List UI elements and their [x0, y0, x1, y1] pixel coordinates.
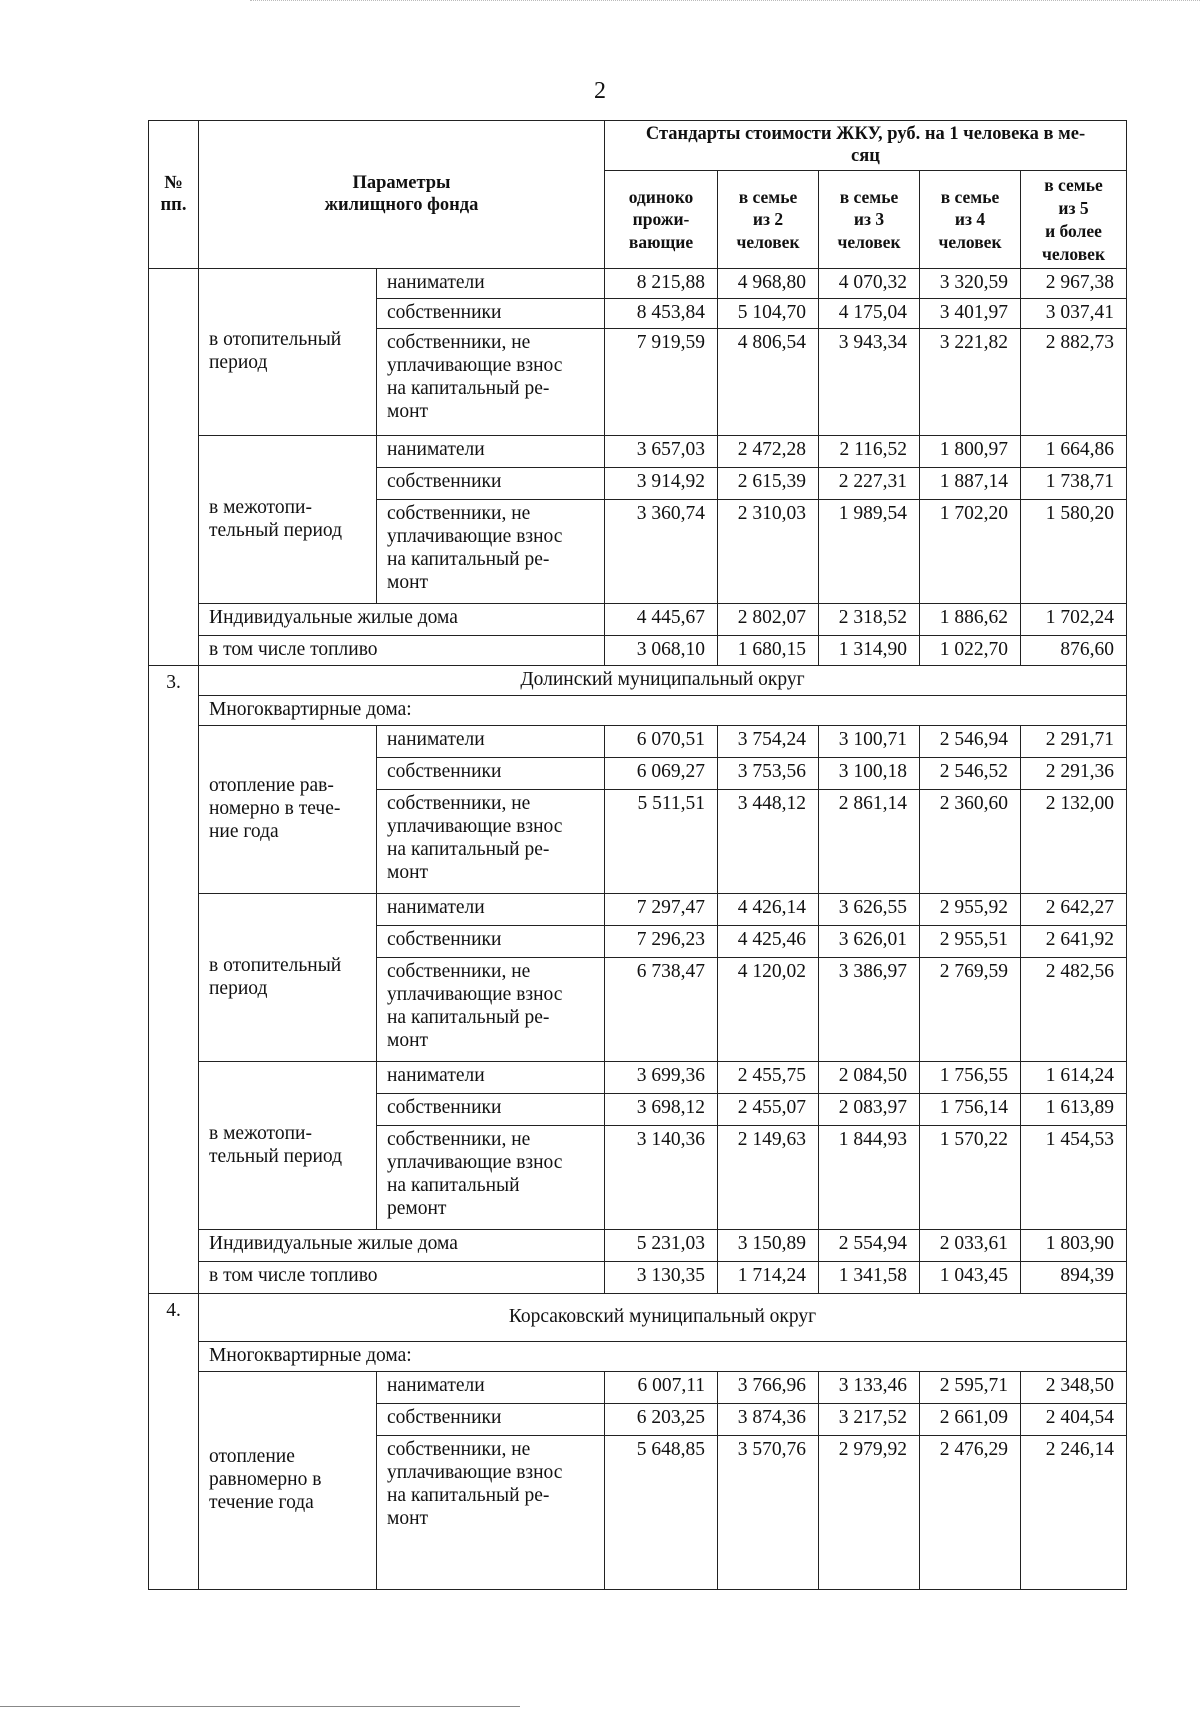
apartments-label: Многоквартирные дома: [199, 1342, 1127, 1372]
value-cell: 1 886,62 [920, 604, 1021, 636]
section-title-row [149, 1294, 1127, 1342]
section-title-row [149, 666, 1127, 696]
value-cell: 2 882,73 [1021, 329, 1127, 436]
value-cell: 2 360,60 [920, 790, 1021, 894]
value-cell: 2 595,71 [920, 1372, 1021, 1404]
value-cell: 3 448,12 [718, 790, 819, 894]
apartments-label: Многоквартирные дома: [199, 696, 1127, 726]
header-standards: Стандарты стоимости ЖКУ, руб. на 1 человека в ме- сяц [605, 121, 1127, 171]
header-row-1 [149, 121, 1127, 171]
value-cell: 1 702,20 [920, 500, 1021, 604]
row-group-label: отопление рав- номерно в тече- ние года [199, 726, 377, 894]
value-cell: 3 320,59 [920, 269, 1021, 299]
value-cell: 2 769,59 [920, 958, 1021, 1062]
value-cell: 3 754,24 [718, 726, 819, 758]
row-label: собственники, не уплачивающие взнос на капитальный ре- монт [377, 329, 605, 436]
value-cell: 2 955,92 [920, 894, 1021, 926]
value-cell: 3 221,82 [920, 329, 1021, 436]
value-cell: 7 919,59 [605, 329, 718, 436]
value-cell: 3 570,76 [718, 1436, 819, 1590]
row-group-label: в отопительный период [199, 269, 377, 436]
value-cell: 876,60 [1021, 636, 1127, 666]
value-cell: 7 296,23 [605, 926, 718, 958]
header-col-family-3: в семье из 3 человек [819, 171, 920, 269]
row-label: собственники [377, 1094, 605, 1126]
value-cell: 3 766,96 [718, 1372, 819, 1404]
value-cell: 1 664,86 [1021, 436, 1127, 468]
value-cell: 2 310,03 [718, 500, 819, 604]
row-number-cell [149, 269, 199, 666]
row-group-label: в межотопи- тельный период [199, 1062, 377, 1230]
value-cell: 2 348,50 [1021, 1372, 1127, 1404]
value-cell: 1 738,71 [1021, 468, 1127, 500]
value-cell: 3 360,74 [605, 500, 718, 604]
value-cell: 1 614,24 [1021, 1062, 1127, 1094]
value-cell: 3 133,46 [819, 1372, 920, 1404]
table-row [149, 726, 1127, 758]
table-row [149, 1062, 1127, 1094]
value-cell: 2 404,54 [1021, 1404, 1127, 1436]
value-cell: 6 738,47 [605, 958, 718, 1062]
value-cell: 6 070,51 [605, 726, 718, 758]
value-cell: 2 472,28 [718, 436, 819, 468]
value-cell: 2 291,71 [1021, 726, 1127, 758]
value-cell: 3 037,41 [1021, 299, 1127, 329]
value-cell: 2 455,07 [718, 1094, 819, 1126]
row-label: Индивидуальные жилые дома [199, 1230, 605, 1262]
row-label: наниматели [377, 269, 605, 299]
row-label: наниматели [377, 436, 605, 468]
value-cell: 3 753,56 [718, 758, 819, 790]
value-cell: 2 482,56 [1021, 958, 1127, 1062]
value-cell: 2 979,92 [819, 1436, 920, 1590]
housing-cost-standards-table [148, 120, 1127, 1590]
row-label: собственники, не уплачивающие взнос на капитальный ре- монт [377, 958, 605, 1062]
value-cell: 2 455,75 [718, 1062, 819, 1094]
value-cell: 1 756,55 [920, 1062, 1021, 1094]
value-cell: 3 914,92 [605, 468, 718, 500]
header-col-single: одиноко прожи- вающие [605, 171, 718, 269]
row-group-label: в отопительный период [199, 894, 377, 1062]
row-label: наниматели [377, 894, 605, 926]
value-cell: 2 802,07 [718, 604, 819, 636]
value-cell: 2 955,51 [920, 926, 1021, 958]
value-cell: 4 425,46 [718, 926, 819, 958]
value-cell: 2 641,92 [1021, 926, 1127, 958]
table-row [149, 894, 1127, 926]
value-cell: 2 642,27 [1021, 894, 1127, 926]
value-cell: 6 007,11 [605, 1372, 718, 1404]
table-row [149, 696, 1127, 726]
value-cell: 2 246,14 [1021, 1436, 1127, 1590]
top-scan-rule [250, 0, 1200, 1]
table-row [149, 269, 1127, 299]
value-cell: 4 175,04 [819, 299, 920, 329]
value-cell: 2 033,61 [920, 1230, 1021, 1262]
value-cell: 4 806,54 [718, 329, 819, 436]
row-label: в том числе топливо [199, 1262, 605, 1294]
section-title: Корсаковский муниципальный округ [199, 1294, 1127, 1342]
row-label: наниматели [377, 726, 605, 758]
header-number: № пп. [149, 121, 199, 269]
table-row [149, 436, 1127, 468]
value-cell: 1 800,97 [920, 436, 1021, 468]
row-group-label: в межотопи- тельный период [199, 436, 377, 604]
header-parameters: Параметры жилищного фонда [199, 121, 605, 269]
value-cell: 1 341,58 [819, 1262, 920, 1294]
row-label: собственники [377, 758, 605, 790]
value-cell: 8 215,88 [605, 269, 718, 299]
value-cell: 2 546,94 [920, 726, 1021, 758]
value-cell: 3 100,71 [819, 726, 920, 758]
value-cell: 2 661,09 [920, 1404, 1021, 1436]
value-cell: 4 426,14 [718, 894, 819, 926]
value-cell: 3 699,36 [605, 1062, 718, 1094]
value-cell: 3 657,03 [605, 436, 718, 468]
value-cell: 2 476,29 [920, 1436, 1021, 1590]
value-cell: 2 554,94 [819, 1230, 920, 1262]
value-cell: 2 318,52 [819, 604, 920, 636]
value-cell: 3 874,36 [718, 1404, 819, 1436]
value-cell: 4 445,67 [605, 604, 718, 636]
value-cell: 894,39 [1021, 1262, 1127, 1294]
table-row [149, 636, 1127, 666]
value-cell: 4 968,80 [718, 269, 819, 299]
value-cell: 1 570,22 [920, 1126, 1021, 1230]
value-cell: 1 454,53 [1021, 1126, 1127, 1230]
value-cell: 3 068,10 [605, 636, 718, 666]
value-cell: 3 401,97 [920, 299, 1021, 329]
section-number: 3. [149, 666, 199, 1294]
value-cell: 2 132,00 [1021, 790, 1127, 894]
row-label: наниматели [377, 1062, 605, 1094]
value-cell: 6 203,25 [605, 1404, 718, 1436]
row-label: собственники, не уплачивающие взнос на капитальный ремонт [377, 1126, 605, 1230]
table-row [149, 1262, 1127, 1294]
value-cell: 1 314,90 [819, 636, 920, 666]
header-col-family-5plus: в семье из 5 и более человек [1021, 171, 1127, 269]
value-cell: 1 803,90 [1021, 1230, 1127, 1262]
header-col-family-2: в семье из 2 человек [718, 171, 819, 269]
value-cell: 2 546,52 [920, 758, 1021, 790]
value-cell: 1 702,24 [1021, 604, 1127, 636]
value-cell: 3 217,52 [819, 1404, 920, 1436]
value-cell: 8 453,84 [605, 299, 718, 329]
value-cell: 2 116,52 [819, 436, 920, 468]
value-cell: 2 149,63 [718, 1126, 819, 1230]
row-group-label: отопление равномерно в течение года [199, 1372, 377, 1590]
value-cell: 3 626,01 [819, 926, 920, 958]
value-cell: 1 989,54 [819, 500, 920, 604]
table-row [149, 1230, 1127, 1262]
value-cell: 1 680,15 [718, 636, 819, 666]
value-cell: 7 297,47 [605, 894, 718, 926]
value-cell: 1 043,45 [920, 1262, 1021, 1294]
value-cell: 3 140,36 [605, 1126, 718, 1230]
value-cell: 3 130,35 [605, 1262, 718, 1294]
value-cell: 3 100,18 [819, 758, 920, 790]
value-cell: 2 861,14 [819, 790, 920, 894]
value-cell: 3 943,34 [819, 329, 920, 436]
value-cell: 2 615,39 [718, 468, 819, 500]
row-label: собственники [377, 926, 605, 958]
value-cell: 4 120,02 [718, 958, 819, 1062]
value-cell: 1 613,89 [1021, 1094, 1127, 1126]
value-cell: 1 022,70 [920, 636, 1021, 666]
table-row [149, 604, 1127, 636]
value-cell: 1 887,14 [920, 468, 1021, 500]
value-cell: 5 648,85 [605, 1436, 718, 1590]
value-cell: 3 386,97 [819, 958, 920, 1062]
value-cell: 2 084,50 [819, 1062, 920, 1094]
value-cell: 3 698,12 [605, 1094, 718, 1126]
row-label: собственники [377, 299, 605, 329]
section-number: 4. [149, 1294, 199, 1590]
value-cell: 2 227,31 [819, 468, 920, 500]
row-label: собственники, не уплачивающие взнос на капитальный ре- монт [377, 1436, 605, 1590]
value-cell: 6 069,27 [605, 758, 718, 790]
value-cell: 2 291,36 [1021, 758, 1127, 790]
row-label: собственники [377, 1404, 605, 1436]
row-label: собственники, не уплачивающие взнос на капитальный ре- монт [377, 500, 605, 604]
row-label: в том числе топливо [199, 636, 605, 666]
row-label: собственники, не уплачивающие взнос на капитальный ре- монт [377, 790, 605, 894]
header-col-family-4: в семье из 4 человек [920, 171, 1021, 269]
value-cell: 2 967,38 [1021, 269, 1127, 299]
value-cell: 3 150,89 [718, 1230, 819, 1262]
page-number: 2 [594, 78, 606, 104]
section-title: Долинский муниципальный округ [199, 666, 1127, 696]
row-label: собственники [377, 468, 605, 500]
bottom-scan-rule [0, 1706, 520, 1707]
value-cell: 5 511,51 [605, 790, 718, 894]
value-cell: 2 083,97 [819, 1094, 920, 1126]
value-cell: 1 714,24 [718, 1262, 819, 1294]
value-cell: 5 231,03 [605, 1230, 718, 1262]
table-row [149, 1372, 1127, 1404]
value-cell: 1 580,20 [1021, 500, 1127, 604]
value-cell: 1 756,14 [920, 1094, 1021, 1126]
table-row [149, 1342, 1127, 1372]
row-label: Индивидуальные жилые дома [199, 604, 605, 636]
value-cell: 3 626,55 [819, 894, 920, 926]
value-cell: 1 844,93 [819, 1126, 920, 1230]
value-cell: 5 104,70 [718, 299, 819, 329]
value-cell: 4 070,32 [819, 269, 920, 299]
row-label: наниматели [377, 1372, 605, 1404]
